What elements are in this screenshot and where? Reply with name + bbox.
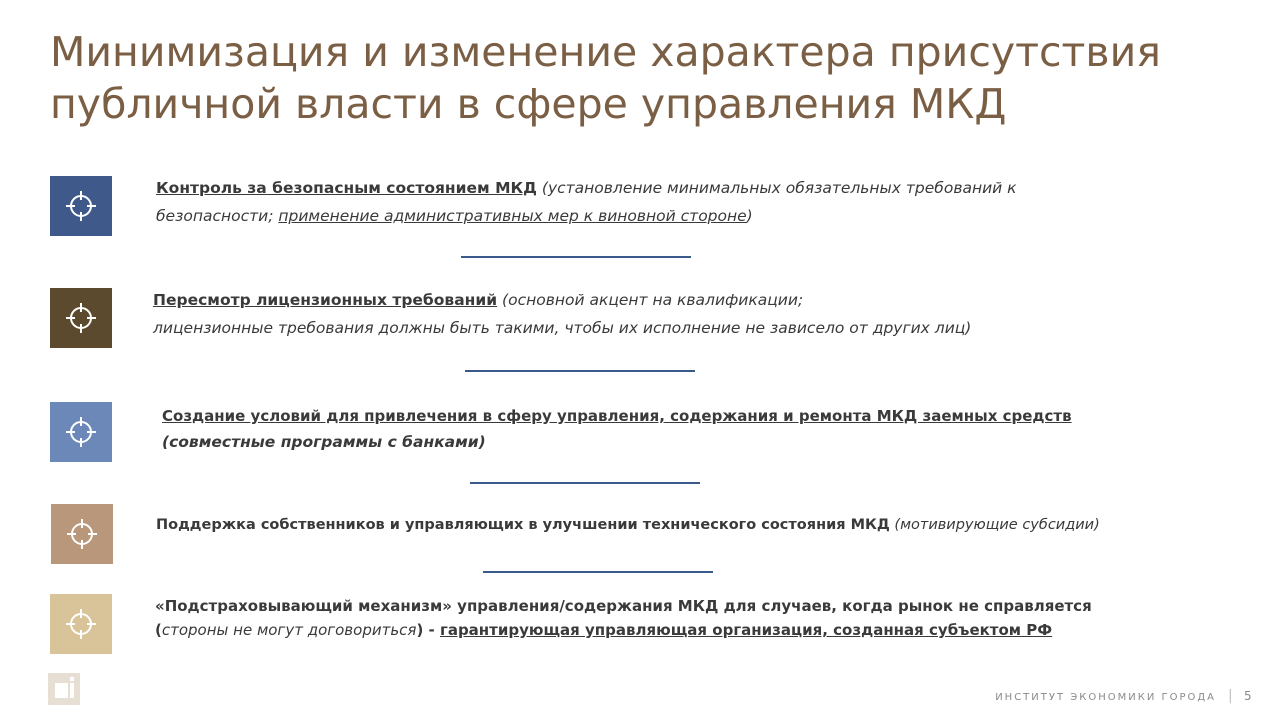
item-5-icon-box (50, 594, 112, 654)
item-4-text (156, 511, 1256, 539)
item-5-text (155, 594, 1235, 642)
item-2-icon-box (50, 288, 112, 348)
title-line-1: Минимизация и изменение характера присутствия (50, 28, 1161, 76)
crosshair-icon (64, 415, 98, 449)
item-3-text (162, 403, 1222, 455)
item-5-line2-close: ) - (416, 621, 440, 639)
item-4-icon-box (51, 504, 113, 564)
slide-title (50, 26, 1240, 130)
item-1-heading: Контроль за безопасным состоянием МКД (156, 179, 537, 197)
item-4-paren: (мотивирующие субсидии) (889, 517, 1100, 533)
institute-logo (48, 673, 80, 705)
item-1-line2-a: безопасности; (156, 207, 279, 225)
item-4-heading: Поддержка собственников и управляющих в улучшении технического состояния МКД (156, 517, 890, 533)
divider-3 (470, 482, 700, 484)
crosshair-icon (64, 607, 98, 641)
title-line-2: публичной власти в сфере управления МКД (50, 80, 1007, 128)
item-3-heading: Создание условий для привлечения в сферу управления, содержания и ремонта МКД заемных средств (162, 407, 1072, 425)
item-3-icon-box (50, 402, 112, 462)
divider-2 (465, 370, 695, 372)
item-5-line2-open: ( (155, 621, 162, 639)
item-2-line2: лицензионные требования должны быть такими, чтобы их исполнение не зависело от других лиц) (153, 319, 972, 337)
item-5-line2-underlined: гарантирующая управляющая организация, созданная субъектом РФ (439, 621, 1053, 639)
footer-separator: | (1228, 688, 1233, 704)
item-2-text (153, 286, 1153, 342)
item-1-line2-underlined: применение административных мер к виновной стороне (278, 207, 747, 225)
footer-organization: ИНСТИТУТ ЭКОНОМИКИ ГОРОДА (995, 692, 1216, 703)
item-1-paren: (установление минимальных обязательных требований к (536, 179, 1017, 197)
item-3-line2: (совместные программы с банками) (162, 433, 486, 451)
item-1-text (156, 174, 1156, 230)
item-2-heading: Пересмотр лицензионных требований (153, 291, 498, 309)
page-number: 5 (1244, 689, 1252, 703)
item-5-line1: «Подстраховывающий механизм» управления/содержания МКД для случаев, когда рынок не справляется (155, 597, 1092, 615)
divider-1 (461, 256, 691, 258)
crosshair-icon (64, 189, 98, 223)
item-1-line2-close: ) (746, 207, 753, 225)
item-2-paren: (основной акцент на квалификации; (497, 291, 804, 309)
item-1-icon-box (50, 176, 112, 236)
crosshair-icon (64, 301, 98, 335)
divider-4 (483, 571, 713, 573)
crosshair-icon (65, 517, 99, 551)
item-5-line2-italic: стороны не могут договориться (161, 621, 417, 639)
